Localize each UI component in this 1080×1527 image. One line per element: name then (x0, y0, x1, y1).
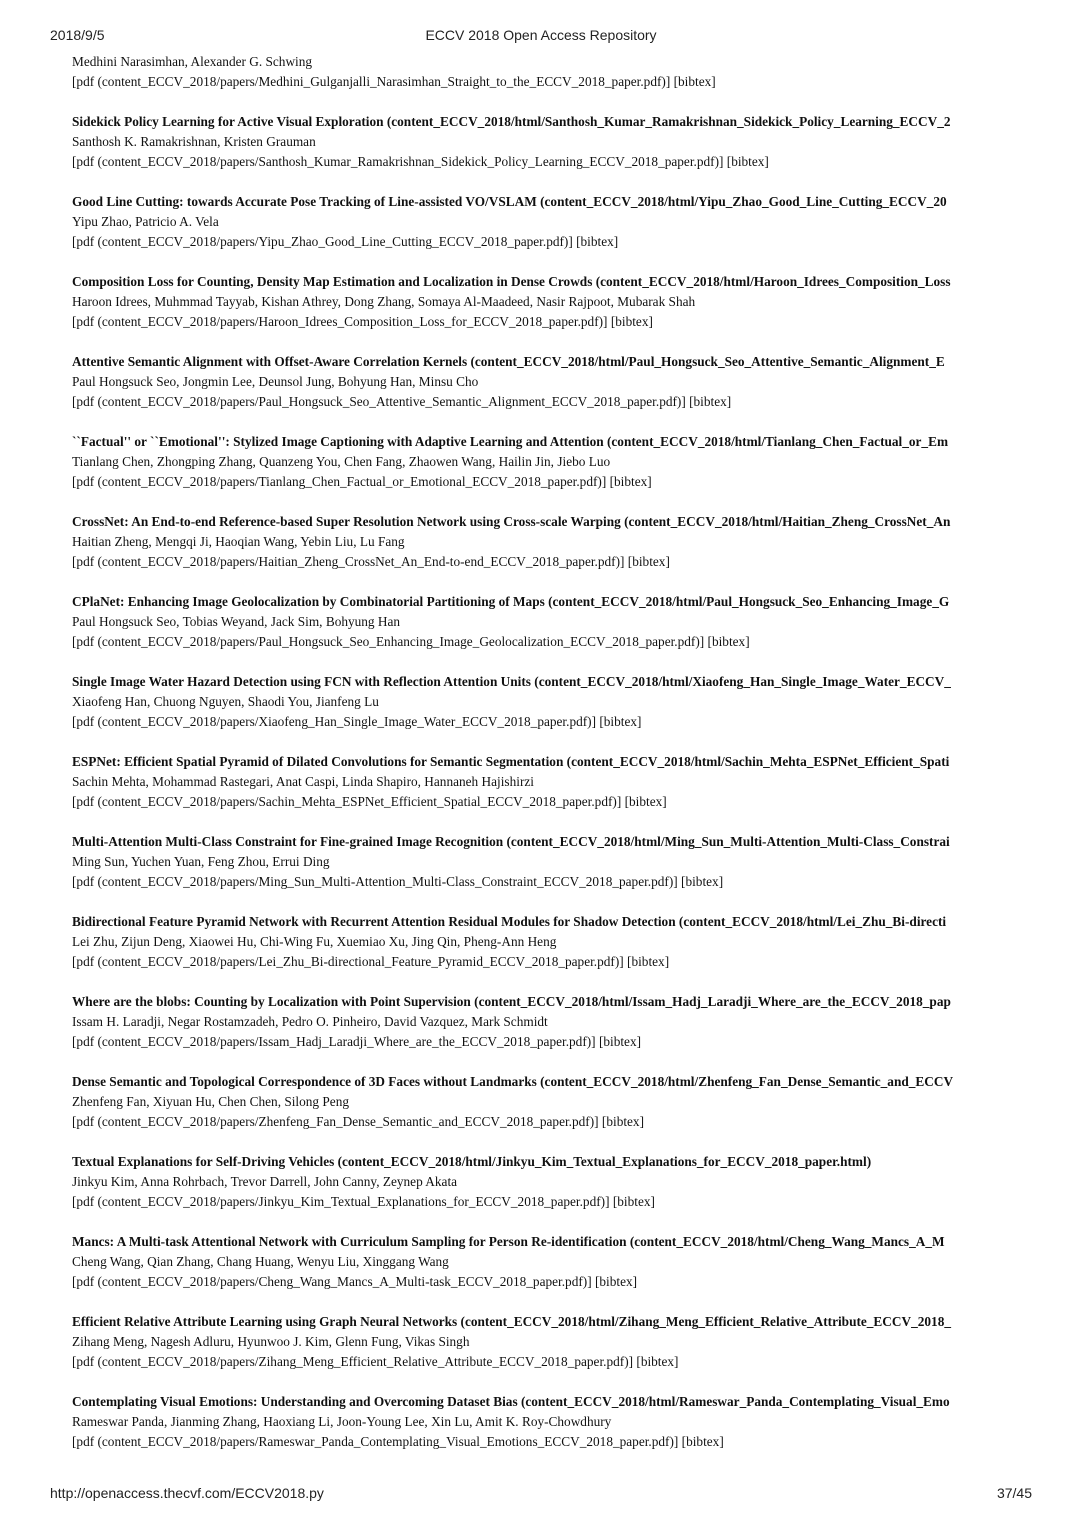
pdf-link[interactable]: [pdf (content_ECCV_2018/papers/Issam_Hadj_Laradji_Where_are_the_ECCV_2018_paper.pdf)] (72, 1034, 596, 1049)
bibtex-link[interactable]: [bibtex] (636, 1354, 679, 1369)
paper-entry (72, 272, 1032, 332)
paper-entry (72, 1232, 1032, 1292)
paper-title-link[interactable]: Contemplating Visual Emotions: Understanding and Overcoming Dataset Bias (content_ECCV_2018/html/Rameswar_Panda_Contemplating_Visual_Emo (72, 1394, 950, 1409)
pdf-link[interactable]: [pdf (content_ECCV_2018/papers/Lei_Zhu_Bi-directional_Feature_Pyramid_ECCV_2018_paper.pdf)] (72, 954, 624, 969)
paper-entry (72, 1392, 1032, 1452)
paper-links (72, 472, 1032, 492)
pdf-link[interactable]: [pdf (content_ECCV_2018/papers/Haitian_Zheng_CrossNet_An_End-to-end_ECCV_2018_paper.pdf)] (72, 554, 625, 569)
paper-links (72, 1032, 1032, 1052)
bibtex-link[interactable]: [bibtex] (681, 874, 724, 889)
paper-entry (72, 112, 1032, 172)
paper-title-link[interactable]: CPlaNet: Enhancing Image Geolocalization by Combinatorial Partitioning of Maps (content_ECCV_2018/html/Paul_Hongsuck_Seo_Enhancing_Image_G (72, 594, 950, 609)
bibtex-link[interactable]: [bibtex] (707, 634, 750, 649)
paper-entry (72, 992, 1032, 1052)
paper-title-link[interactable]: Composition Loss for Counting, Density Map Estimation and Localization in Dense Crowds (content_ECCV_2018/html/Haroon_Idrees_Composition_Loss (72, 274, 951, 289)
paper-authors: Zhenfeng Fan, Xiyuan Hu, Chen Chen, Silong Peng (72, 1094, 349, 1109)
paper-links (72, 552, 1032, 572)
pdf-link[interactable]: [pdf (content_ECCV_2018/papers/Haroon_Idrees_Composition_Loss_for_ECCV_2018_paper.pdf)] (72, 314, 608, 329)
paper-authors: Yipu Zhao, Patricio A. Vela (72, 214, 219, 229)
bibtex-link[interactable]: [bibtex] (726, 154, 769, 169)
paper-links (72, 952, 1032, 972)
pdf-link[interactable]: [pdf (content_ECCV_2018/papers/Cheng_Wang_Mancs_A_Multi-task_ECCV_2018_paper.pdf)] (72, 1274, 592, 1289)
paper-links (72, 1112, 1032, 1132)
paper-authors: Paul Hongsuck Seo, Jongmin Lee, Deunsol Jung, Bohyung Han, Minsu Cho (72, 374, 479, 389)
paper-entry (72, 672, 1032, 732)
paper-title-link[interactable]: ``Factual'' or ``Emotional'': Stylized Image Captioning with Adaptive Learning and Attention (content_ECCV_2018/html/Tianlang_Chen_Factual_or_Em (72, 434, 949, 449)
paper-authors: Cheng Wang, Qian Zhang, Chang Huang, Wenyu Liu, Xinggang Wang (72, 1254, 449, 1269)
paper-title-link[interactable]: Sidekick Policy Learning for Active Visual Exploration (content_ECCV_2018/html/Santhosh_Kumar_Ramakrishnan_Sidekick_Policy_Learning_ECCV_2 (72, 114, 951, 129)
paper-authors: Rameswar Panda, Jianming Zhang, Haoxiang Li, Joon-Young Lee, Xin Lu, Amit K. Roy-Chowdhury (72, 1414, 612, 1429)
pdf-link[interactable]: [pdf (content_ECCV_2018/papers/Xiaofeng_Han_Single_Image_Water_ECCV_2018_paper.pdf)] (72, 714, 597, 729)
paper-title-link[interactable]: CrossNet: An End-to-end Reference-based Super Resolution Network using Cross-scale Warping (content_ECCV_2018/html/Haitian_Zheng_CrossNet_An (72, 514, 951, 529)
bibtex-link[interactable]: [bibtex] (624, 794, 667, 809)
paper-entry (72, 1152, 1032, 1212)
paper-links (72, 1432, 1032, 1452)
paper-title-link[interactable]: Attentive Semantic Alignment with Offset-Aware Correlation Kernels (content_ECCV_2018/html/Paul_Hongsuck_Seo_Attentive_Semantic_Alignment_E (72, 354, 945, 369)
paper-title-link[interactable]: Multi-Attention Multi-Class Constraint for Fine-grained Image Recognition (content_ECCV_2018/html/Ming_Sun_Multi-Attention_Multi-Class_Constrai (72, 834, 950, 849)
bibtex-link[interactable]: [bibtex] (627, 554, 670, 569)
paper-entry (72, 832, 1032, 892)
bibtex-link[interactable]: [bibtex] (598, 1034, 642, 1049)
paper-authors: Jinkyu Kim, Anna Rohrbach, Trevor Darrell, John Canny, Zeynep Akata (72, 1174, 458, 1189)
paper-authors: Haitian Zheng, Mengqi Ji, Haoqian Wang, Yebin Liu, Lu Fang (72, 534, 405, 549)
pdf-link[interactable]: [pdf (content_ECCV_2018/papers/Tianlang_Chen_Factual_or_Emotional_ECCV_2018_paper.pdf)] (72, 474, 607, 489)
paper-authors: Medhini Narasimhan, Alexander G. Schwing (72, 54, 313, 69)
bibtex-link[interactable]: [bibtex] (689, 394, 732, 409)
paper-entry (72, 752, 1032, 812)
paper-entry (72, 512, 1032, 572)
page-title: ECCV 2018 Open Access Repository (425, 27, 657, 43)
paper-links (72, 72, 1032, 92)
paper-links (72, 1352, 1032, 1372)
paper-list (72, 52, 1032, 1472)
pdf-link[interactable]: [pdf (content_ECCV_2018/papers/Medhini_Gulganjalli_Narasimhan_Straight_to_the_ECCV_2018_paper.pdf)] (72, 74, 671, 89)
paper-authors: Lei Zhu, Zijun Deng, Xiaowei Hu, Chi-Wing Fu, Xuemiao Xu, Jing Qin, Pheng-Ann Heng (72, 934, 557, 949)
pdf-link[interactable]: [pdf (content_ECCV_2018/papers/Paul_Hongsuck_Seo_Attentive_Semantic_Alignment_ECCV_2018_paper.pdf)] (72, 394, 686, 409)
paper-entry (72, 1312, 1032, 1372)
pdf-link[interactable]: [pdf (content_ECCV_2018/papers/Santhosh_Kumar_Ramakrishnan_Sidekick_Policy_Learning_ECCV_2018_paper.pdf)] (72, 154, 724, 169)
paper-authors: Paul Hongsuck Seo, Tobias Weyand, Jack Sim, Bohyung Han (72, 614, 401, 629)
pdf-link[interactable]: [pdf (content_ECCV_2018/papers/Jinkyu_Kim_Textual_Explanations_for_ECCV_2018_paper.pdf)] (72, 1194, 610, 1209)
paper-links (72, 1192, 1032, 1212)
paper-links (72, 312, 1032, 332)
bibtex-link[interactable]: [bibtex] (576, 234, 619, 249)
page-url: http://openaccess.thecvf.com/ECCV2018.py (50, 1485, 324, 1501)
paper-authors: Issam H. Laradji, Negar Rostamzadeh, Pedro O. Pinheiro, David Vazquez, Mark Schmidt (72, 1014, 548, 1029)
paper-title-link[interactable]: Good Line Cutting: towards Accurate Pose Tracking of Line-assisted VO/VSLAM (content_ECCV_2018/html/Yipu_Zhao_Good_Line_Cutting_ECCV_20 (72, 194, 947, 209)
paper-entry (72, 432, 1032, 492)
pdf-link[interactable]: [pdf (content_ECCV_2018/papers/Paul_Hongsuck_Seo_Enhancing_Image_Geolocalization_ECCV_2018_paper.pdf)] (72, 634, 705, 649)
page-number: 37/45 (996, 1485, 1032, 1501)
paper-authors: Tianlang Chen, Zhongping Zhang, Quanzeng You, Chen Fang, Zhaowen Wang, Hailin Jin, Jiebo Luo (72, 454, 611, 469)
paper-links (72, 232, 1032, 252)
paper-links (72, 792, 1032, 812)
print-footer (50, 1485, 1032, 1503)
paper-links (72, 152, 1032, 172)
paper-links (72, 392, 1032, 412)
bibtex-link[interactable]: [bibtex] (681, 1434, 724, 1449)
paper-entry (72, 592, 1032, 652)
bibtex-link[interactable]: [bibtex] (627, 954, 670, 969)
paper-authors: Sachin Mehta, Mohammad Rastegari, Anat Caspi, Linda Shapiro, Hannaneh Hajishirzi (72, 774, 534, 789)
pdf-link[interactable]: [pdf (content_ECCV_2018/papers/Yipu_Zhao_Good_Line_Cutting_ECCV_2018_paper.pdf)] (72, 234, 573, 249)
bibtex-link[interactable]: [bibtex] (601, 1114, 645, 1129)
print-date: 2018/9/5 (50, 27, 105, 43)
paper-authors: Ming Sun, Yuchen Yuan, Feng Zhou, Errui Ding (72, 854, 330, 869)
paper-title-link[interactable]: ESPNet: Efficient Spatial Pyramid of Dilated Convolutions for Semantic Segmentation (content_ECCV_2018/html/Sachin_Mehta_ESPNet_Efficient_Spati (72, 754, 950, 769)
paper-authors: Zihang Meng, Nagesh Adluru, Hyunwoo J. Kim, Glenn Fung, Vikas Singh (72, 1334, 470, 1349)
paper-title-link[interactable]: Where are the blobs: Counting by Localization with Point Supervision (content_ECCV_2018/html/Issam_Hadj_Laradji_Where_are_the_ECCV_2018_pap (72, 994, 951, 1009)
paper-authors: Haroon Idrees, Muhmmad Tayyab, Kishan Athrey, Dong Zhang, Somaya Al-Maadeed, Nasir Rajpoot, Mubarak Shah (72, 294, 696, 309)
paper-title-link[interactable]: Bidirectional Feature Pyramid Network with Recurrent Attention Residual Modules for Shadow Detection (content_ECCV_2018/html/Lei_Zhu_Bi-directi (72, 914, 947, 929)
paper-title-link[interactable]: Textual Explanations for Self-Driving Vehicles (content_ECCV_2018/html/Jinkyu_Kim_Textual_Explanations_for_ECCV_2018_paper.html) (72, 1154, 872, 1169)
paper-links (72, 872, 1032, 892)
paper-entry (72, 192, 1032, 252)
paper-entry (72, 1072, 1032, 1132)
paper-entry (72, 912, 1032, 972)
paper-authors: Xiaofeng Han, Chuong Nguyen, Shaodi You, Jianfeng Lu (72, 694, 379, 709)
paper-title-link[interactable]: Mancs: A Multi-task Attentional Network with Curriculum Sampling for Person Re-identification (content_ECCV_2018/html/Cheng_Wang_Mancs_A_M (72, 1234, 945, 1249)
bibtex-link[interactable]: [bibtex] (594, 1274, 638, 1289)
pdf-link[interactable]: [pdf (content_ECCV_2018/papers/Zhenfeng_Fan_Dense_Semantic_and_ECCV_2018_paper.pdf)] (72, 1114, 599, 1129)
paper-authors: Santhosh K. Ramakrishnan, Kristen Grauman (72, 134, 316, 149)
bibtex-link[interactable]: [bibtex] (612, 1194, 655, 1209)
pdf-link[interactable]: [pdf (content_ECCV_2018/papers/Rameswar_Panda_Contemplating_Visual_Emotions_ECCV_2018_paper.pdf)] (72, 1434, 679, 1449)
print-header (50, 27, 1032, 45)
bibtex-link[interactable]: [bibtex] (599, 714, 642, 729)
paper-links (72, 712, 1032, 732)
pdf-link[interactable]: [pdf (content_ECCV_2018/papers/Sachin_Mehta_ESPNet_Efficient_Spatial_ECCV_2018_paper.pdf)] (72, 794, 622, 809)
paper-title-link[interactable]: Efficient Relative Attribute Learning using Graph Neural Networks (content_ECCV_2018/html/Zihang_Meng_Efficient_Relative_Attribute_ECCV_2018_ (72, 1314, 952, 1329)
paper-links (72, 632, 1032, 652)
paper-title-link[interactable]: Single Image Water Hazard Detection using FCN with Reflection Attention Units (content_ECCV_2018/html/Xiaofeng_Han_Single_Image_Water_ECCV_ (72, 674, 951, 689)
paper-entry-continued (72, 52, 1032, 92)
bibtex-link[interactable]: [bibtex] (673, 74, 716, 89)
paper-title-link[interactable]: Dense Semantic and Topological Correspondence of 3D Faces without Landmarks (content_ECCV_2018/html/Zhenfeng_Fan_Dense_Semantic_and_ECCV (72, 1074, 954, 1089)
bibtex-link[interactable]: [bibtex] (610, 314, 653, 329)
pdf-link[interactable]: [pdf (content_ECCV_2018/papers/Zihang_Meng_Efficient_Relative_Attribute_ECCV_2018_paper.pdf)] (72, 1354, 634, 1369)
paper-entry (72, 352, 1032, 412)
paper-links (72, 1272, 1032, 1292)
bibtex-link[interactable]: [bibtex] (609, 474, 652, 489)
pdf-link[interactable]: [pdf (content_ECCV_2018/papers/Ming_Sun_Multi-Attention_Multi-Class_Constraint_ECCV_2018_paper.pdf)] (72, 874, 678, 889)
